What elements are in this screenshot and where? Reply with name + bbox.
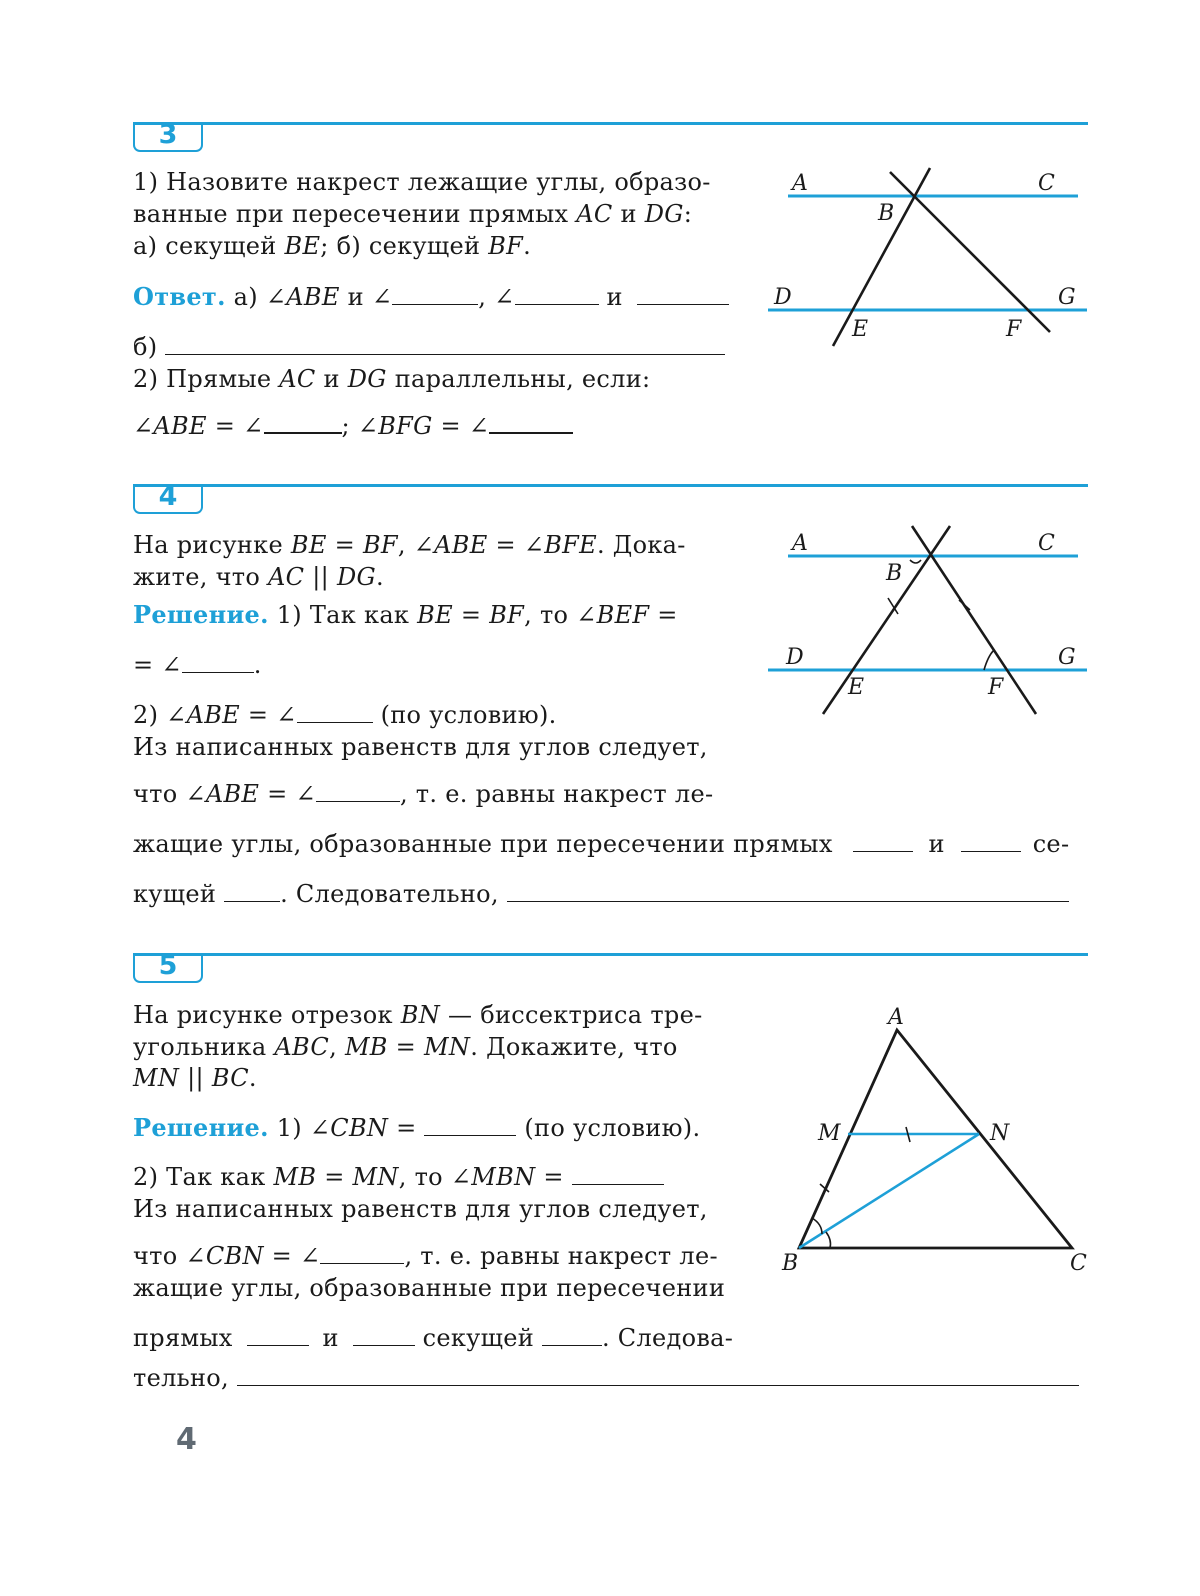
answer-blank-3[interactable] <box>637 284 729 305</box>
solution-label: Решение. <box>133 1113 269 1142</box>
task-3-answer-line: Ответ. а) ∠ABE и ∠ , ∠ и <box>133 282 729 312</box>
task-5-line-7: что ∠CBN = ∠ , т. е. равны накрест ле- <box>133 1242 718 1270</box>
label-b: B <box>878 201 895 226</box>
task-4-line-2: жите, что AC || DG. <box>133 563 384 591</box>
task-4-solution-line-3: 2) ∠ABE = ∠ (по условию). <box>133 701 557 729</box>
task-5-line-2: угольника ABC, MB = MN. Докажите, что <box>133 1033 678 1061</box>
label-n: N <box>990 1121 1010 1146</box>
label-b: B <box>886 561 903 586</box>
blank-bef[interactable] <box>182 652 254 673</box>
task-3-figure <box>760 160 1100 360</box>
task-5-line-10: тельно, <box>133 1363 1079 1393</box>
blank-cbn[interactable] <box>424 1115 516 1136</box>
task-4-line-1: На рисунке BE = BF, ∠ABE = ∠BFE. Дока- <box>133 531 686 559</box>
task-4-line-7: что ∠ABE = ∠ , т. е. равны накрест ле- <box>133 780 714 808</box>
label-f: F <box>988 675 1004 700</box>
blank-cbn-2[interactable] <box>320 1243 404 1264</box>
task-3-line-6: 2) Прямые AC и DG параллельны, если: <box>133 365 651 393</box>
task-5-line-1: На рисунке отрезок BN — биссектриса тре- <box>133 1001 703 1029</box>
task-3-line-2: ванные при пересечении прямых AC и DG: <box>133 200 693 228</box>
angle-arc-bfe <box>984 650 994 670</box>
label-a: A <box>792 531 808 556</box>
task-3-number-box <box>133 119 203 152</box>
task-3-line-3: а) секущей BE; б) секущей BF. <box>133 232 532 260</box>
eq-blank-1[interactable] <box>264 412 342 434</box>
label-f: F <box>1006 317 1022 342</box>
label-c: C <box>1038 531 1055 556</box>
eq-blank-2[interactable] <box>489 412 573 434</box>
blank-secant[interactable] <box>542 1325 602 1346</box>
task-5-line-6: Из написанных равенств для углов следует, <box>133 1195 708 1223</box>
task-3-answer-b-line: б) <box>133 332 725 362</box>
task-5-number: 5 <box>158 950 178 981</box>
task-4-number: 4 <box>158 481 178 512</box>
task-4-solution-line-2: = ∠ . <box>133 651 262 679</box>
tick-bf <box>959 600 970 610</box>
blank-line-2[interactable] <box>961 831 1021 852</box>
task-5-line-9: прямых и секущей . Следова- <box>133 1324 734 1352</box>
task-5-solution-line-2: 2) Так как MB = MN, то ∠MBN = <box>133 1162 664 1192</box>
task-4-figure <box>760 520 1100 720</box>
secant-bf <box>912 526 1036 714</box>
task-4-line-6: Из написанных равенств для углов следует, <box>133 733 708 761</box>
blank-secant[interactable] <box>224 881 280 902</box>
task-3-number: 3 <box>158 119 178 150</box>
label-m: M <box>818 1121 841 1146</box>
answer-label: Ответ. <box>133 282 226 311</box>
task-5-figure <box>770 1000 1100 1290</box>
task-3-equations: ∠ABE = ∠ ; ∠BFG = ∠ <box>133 411 573 441</box>
task-5-rule <box>133 953 1088 956</box>
angle-arc-nbc <box>826 1232 831 1248</box>
task-4-solution-line-1: Решение. 1) Так как BE = BF, то ∠BEF = <box>133 600 678 629</box>
blank-conclusion[interactable] <box>237 1365 1079 1386</box>
task-4-line-8: жащие углы, образованные при пересечении прямых и се- <box>133 830 1070 858</box>
task-5-line-3: MN || BC. <box>133 1064 257 1092</box>
task-5-number-box <box>133 950 203 983</box>
angle-arc-abe <box>910 560 921 563</box>
task-4-line-9: кущей . Следовательно, <box>133 879 1069 909</box>
label-e: E <box>852 317 869 342</box>
answer-blank-2[interactable] <box>515 284 599 305</box>
task-4-number-box <box>133 481 203 514</box>
blank-abe-2[interactable] <box>316 781 400 802</box>
label-d: D <box>786 645 804 670</box>
blank-line-1[interactable] <box>853 831 913 852</box>
task-4-rule <box>133 484 1088 487</box>
label-c: C <box>1038 171 1055 196</box>
label-a: A <box>888 1005 904 1030</box>
label-b: B <box>782 1251 799 1276</box>
answer-blank-1[interactable] <box>392 284 478 305</box>
blank-abe[interactable] <box>297 702 373 723</box>
answer-b-blank[interactable] <box>165 334 725 355</box>
blank-line-1[interactable] <box>247 1325 309 1346</box>
label-e: E <box>848 675 865 700</box>
task-5-solution-line-1: Решение. 1) ∠CBN = (по условию). <box>133 1113 701 1142</box>
task-3-rule <box>133 122 1088 125</box>
label-a: A <box>792 171 808 196</box>
label-d: D <box>774 285 792 310</box>
angle-arc-mbn <box>812 1218 822 1234</box>
blank-conclusion[interactable] <box>507 881 1069 902</box>
task-5-line-8: жащие углы, образованные при пересечении <box>133 1274 726 1302</box>
blank-line-2[interactable] <box>353 1325 415 1346</box>
label-c: C <box>1070 1251 1087 1276</box>
solution-label: Решение. <box>133 600 269 629</box>
blank-mbn[interactable] <box>572 1164 664 1185</box>
label-g: G <box>1058 285 1076 310</box>
task-3-line-1: 1) Назовите накрест лежащие углы, образо- <box>133 168 711 196</box>
page-number: 4 <box>176 1422 197 1457</box>
label-g: G <box>1058 645 1076 670</box>
